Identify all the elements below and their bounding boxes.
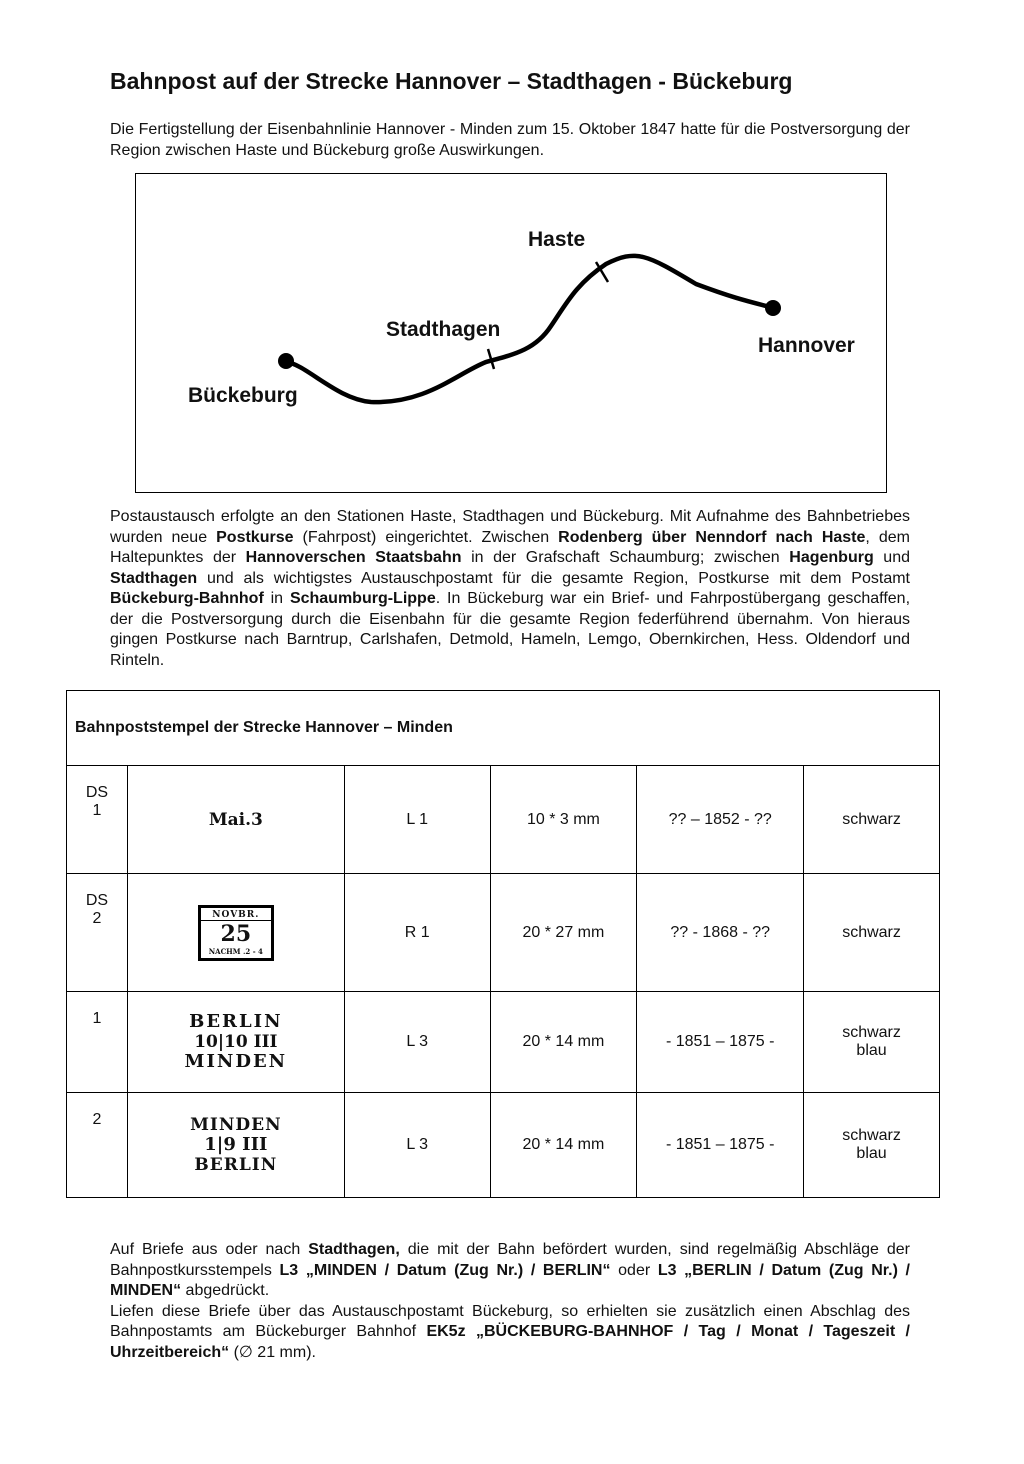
stamp-number: 1 <box>67 992 128 1093</box>
table-header-row <box>67 691 940 766</box>
hannover-dot <box>765 300 781 316</box>
table-row <box>67 874 940 992</box>
stamp-type: R 1 <box>344 874 490 992</box>
stamp-number: DS 1 <box>67 766 128 874</box>
stamp-type: L 3 <box>344 1093 490 1198</box>
stamp-color: schwarz blau <box>804 1093 940 1198</box>
stamp-image: BERLIN 10|10 III MINDEN <box>127 992 344 1093</box>
table-row <box>67 1093 940 1198</box>
closing-paragraph: Auf Briefe aus oder nach Stadthagen, die mit der Bahn befördert wurden, sind regelmäßig Abschläge der Bahnpostkursstempels L3 „MINDEN / Datum (Zug Nr.) / BERLIN“ oder L3 „BERLIN / Datum (Zug Nr.) / MINDEN“ abgedrückt. Liefen diese Briefe über das Austauschpostamt Bückeburg, so erhielten sie zusätzlich einen Abschlag des Bahnpostamts am Bückeburger Bahnhof EK5z „BÜCKEBURG-BAHNHOF / Tag / Monat / Tageszeit / Uhrzeitbereich“ (∅ 21 mm). <box>110 1241 911 1361</box>
stamp-size: 20 * 14 mm <box>490 1093 637 1198</box>
stamp-period: - 1851 – 1875 - <box>637 1093 804 1198</box>
table-title: Bahnpoststempel der Strecke Hannover – Minden <box>67 691 940 766</box>
table-row <box>67 992 940 1093</box>
stamp-number: 2 <box>67 1093 128 1198</box>
stamp-color: schwarz <box>804 874 940 992</box>
page-title: Bahnpost auf der Strecke Hannover – Stadthagen - Bückeburg <box>110 68 793 94</box>
stamp-image: Mai.3 <box>127 766 344 874</box>
intro-paragraph: Die Fertigstellung der Eisenbahnlinie Hannover - Minden zum 15. Oktober 1847 hatte für die Postversorgung der Region zwischen Haste und Bückeburg große Auswirkungen. <box>110 121 910 159</box>
stamp-image: MINDEN 1|9 III BERLIN <box>127 1093 344 1198</box>
stamp-size: 20 * 27 mm <box>490 874 637 992</box>
stamp-size: 20 * 14 mm <box>490 992 637 1093</box>
stamp-color: schwarz <box>804 766 940 874</box>
route-map <box>135 173 887 493</box>
map-label-stadthagen: Stadthagen <box>386 318 501 341</box>
stamp-table <box>66 690 940 1198</box>
map-label-bueckeburg: Bückeburg <box>188 384 298 407</box>
stamp-image: NOVBR. 25 NACHM .2 - 4 <box>127 874 344 992</box>
stamp-period: ?? - 1868 - ?? <box>637 874 804 992</box>
stamp-type: L 3 <box>344 992 490 1093</box>
table-row <box>67 766 940 874</box>
bueckeburg-dot <box>278 353 294 369</box>
stamp-period: - 1851 – 1875 - <box>637 992 804 1093</box>
stamp-number: DS 2 <box>67 874 128 992</box>
stamp-type: L 1 <box>344 766 490 874</box>
stamp-period: ?? – 1852 - ?? <box>637 766 804 874</box>
body-paragraph: Postaustausch erfolgte an den Stationen Haste, Stadthagen und Bückeburg. Mit Aufnahme des Bahnbetriebes wurden neue Postkurse (Fahrpost) eingerichtet. Zwischen Rodenberg über Nenndorf nach Haste, dem Haltepunktes der Hannoverschen Staatsbahn in der Grafschaft Schaumburg; zwischen Hagenburg und Stadthagen und als wichtigstes Austauschpostamt für die gesamte Region, Postkurse mit dem Postamt Bückeburg-Bahnhof in Schaumburg-Lippe. In Bückeburg war ein Brief- und Fahrpostübergang geschaffen, der die Postversorgung durch die Eisenbahn für die gesamte Region federführend übernahm. Von hieraus gingen Postkurse nach Barntrup, Carlshafen, Detmold, Hameln, Lemgo, Obernkirchen, Hess. Oldendorf und Rinteln. <box>110 508 911 669</box>
map-label-hannover: Hannover <box>758 334 855 357</box>
stamp-color: schwarz blau <box>804 992 940 1093</box>
stamp-size: 10 * 3 mm <box>490 766 637 874</box>
map-label-haste: Haste <box>528 228 586 251</box>
